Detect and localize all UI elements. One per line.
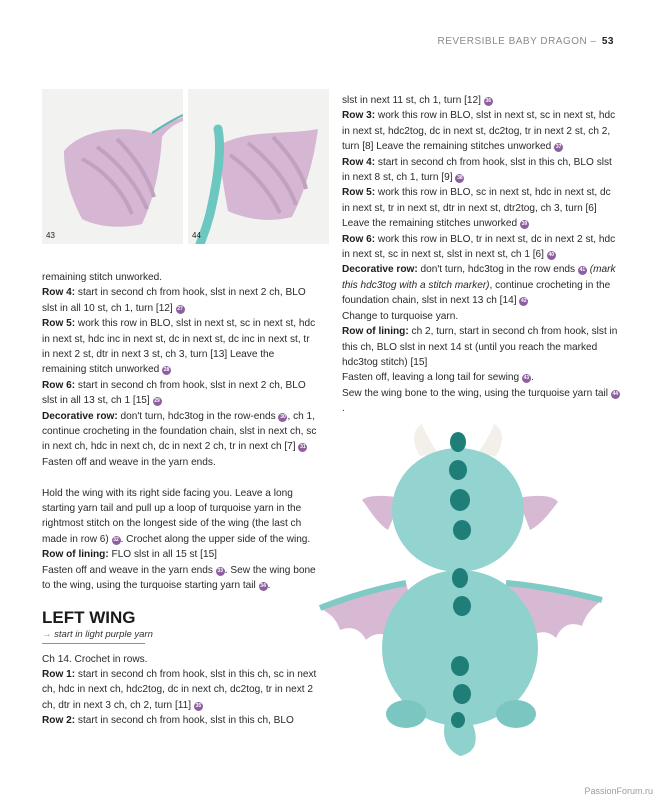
right-decorative-row: Decorative row: don't turn, hdc3tog in the row ends 41 (mark this hdc3tog with a stitch marker), continue crocheting in the foundation chain, slst in next 13 ch [14] 42: [342, 264, 616, 307]
step-badge: 29: [154, 398, 160, 405]
section-rule: [42, 643, 145, 644]
right-sew-line: Sew the wing bone to the wing, using the turquoise yarn tail 44.: [342, 387, 619, 415]
step-badge: 44: [612, 390, 619, 397]
right-foot: [496, 700, 536, 728]
step-badge: 33: [217, 567, 224, 574]
instruction-row-4: Row 4: start in second ch from hook, slst in next 2 ch, BLO slst in all 10 st, ch 1, turn [12] 27: [42, 287, 306, 314]
step-badge: 28: [163, 367, 170, 374]
step-badge: 43: [523, 375, 530, 382]
small-right-wing: [518, 496, 558, 530]
right-row-of-lining: Row of lining: ch 2, turn, start in second ch from hook, slst in this ch, BLO slst in next 14 st (until you reach the marked hdc3tog stitch) [15]: [342, 326, 618, 368]
step-badge: 41: [579, 267, 586, 274]
step-badge: 39: [521, 221, 528, 228]
header-separator: –: [590, 36, 597, 47]
step-badge: 27: [177, 305, 183, 312]
step-badge: 40: [548, 252, 555, 259]
right-row-5: Row 5: work this row in BLO, sc in next st, hdc in next st, dc in next st, tr in next st, dtr in next st, dtr2tog, ch 3, turn [6] Leave the remaining stitches unworked 39: [342, 187, 611, 230]
row-2-continued: slst in next 11 st, ch 1, turn [12] 36: [342, 95, 492, 106]
intro-line: remaining stitch unworked.: [42, 272, 163, 283]
photo-step-44: [188, 89, 329, 244]
step-badge: 34: [260, 583, 266, 590]
header-title: REVERSIBLE BABY DRAGON: [437, 36, 588, 47]
photo-number: 44: [192, 231, 201, 240]
right-row-4: Row 4: start in second ch from hook, slst in this ch, BLO slst in next 8 st, ch 1, turn [9] 38: [342, 156, 612, 184]
watermark: PassionForum.ru: [584, 786, 653, 796]
right-row-6: Row 6: work this row in BLO, tr in next st, dc in next 2 st, hdc in next st, sc in next st, slst in next st, ch 1 [6] 40: [342, 233, 616, 261]
page-number: 53: [601, 36, 614, 47]
wing-with-lining-photo-illustration: [188, 89, 329, 244]
right-text-column: [342, 93, 620, 417]
step-badge: 31: [300, 444, 306, 451]
step-badge: 35: [195, 702, 202, 709]
hold-wing-paragraph: Hold the wing with its right side facing you. Leave a long starting yarn tail and pull up a loop of turquoise yarn in the rightmost stitch on the longest side of the wing (the last ch made in row 6) 32 . Crochet along the upper side of the wing.: [42, 487, 311, 545]
section-title: LEFT WING: [42, 607, 136, 627]
section-subtitle: → start in light purple yarn: [42, 628, 153, 640]
right-row-3: Row 3: work this row in BLO, slst in next st, sc in next st, hdc in next st, hdc2tog, dc in next st, dc2tog, tr in next 2 st, ch 2, turn [8] Leave the remaining stitches unworked 37: [342, 110, 616, 153]
wing-photo-illustration: [42, 89, 183, 244]
chain-instruction: Ch 14. Crochet in rows.: [42, 653, 148, 665]
step-badge: 42: [521, 298, 527, 305]
arrow-icon: →: [42, 628, 52, 640]
step-badge: 37: [555, 144, 562, 151]
left-wing-row-1: Row 1: start in second ch from hook, slst in this ch, sc in next ch, hdc in next ch, hdc2tog, dc in next ch, dc2tog, tr in next 2 ch, dtr in next 3 ch, ch 2, turn [11] 35: [42, 668, 317, 711]
left-wing-row-2: Row 2: start in second ch from hook, slst in this ch, BLO: [42, 715, 294, 727]
fasten-off-line: Fasten off and weave in the yarn ends.: [42, 456, 216, 468]
photo-step-43: [42, 89, 183, 244]
step-badge: 32: [113, 536, 119, 543]
fasten-sew-paragraph: Fasten off and weave in the yarn ends 33 . Sew the wing bone to the wing, using the turquoise starting yarn tail 34 .: [42, 564, 316, 592]
instruction-row-of-lining: Row of lining: FLO slst in all 15 st [15]: [42, 549, 217, 561]
left-text-column: [42, 270, 318, 729]
left-horn: [414, 424, 438, 456]
left-foot: [386, 700, 426, 728]
step-badge: 30: [280, 413, 286, 420]
step-badge: 38: [457, 175, 463, 182]
instruction-decorative-row: Decorative row: don't turn, hdc3tog in the row-ends 30 , ch 1, continue crocheting in the foundation chain, slst in next ch, sc in next ch, hdc in next ch, dc in next 2 ch, tr in next ch [7] 31: [42, 410, 317, 453]
right-horn: [478, 424, 502, 456]
instruction-row-6: Row 6: start in second ch from hook, slst in next 2 ch, BLO slst in all 13 st, ch 1 [15] 29: [42, 379, 306, 407]
photo-number: 43: [46, 231, 55, 240]
step-badge: 36: [485, 98, 492, 104]
change-yarn-line: Change to turquoise yarn.: [342, 310, 459, 322]
right-fasten-line: Fasten off, leaving a long tail for sewing 43 .: [342, 372, 534, 384]
running-header: [438, 36, 615, 47]
instruction-row-5: Row 5: work this row in BLO, slst in next st, sc in next st, hdc in next st, hdc inc in next st, dc in next st, dc inc in next st, tr in next 2 st, dtr in next 3 st, ch 3, turn [13] Leave the remaining stitch unworked 28: [42, 318, 316, 376]
dragon-toy-illustration: [310, 418, 610, 758]
